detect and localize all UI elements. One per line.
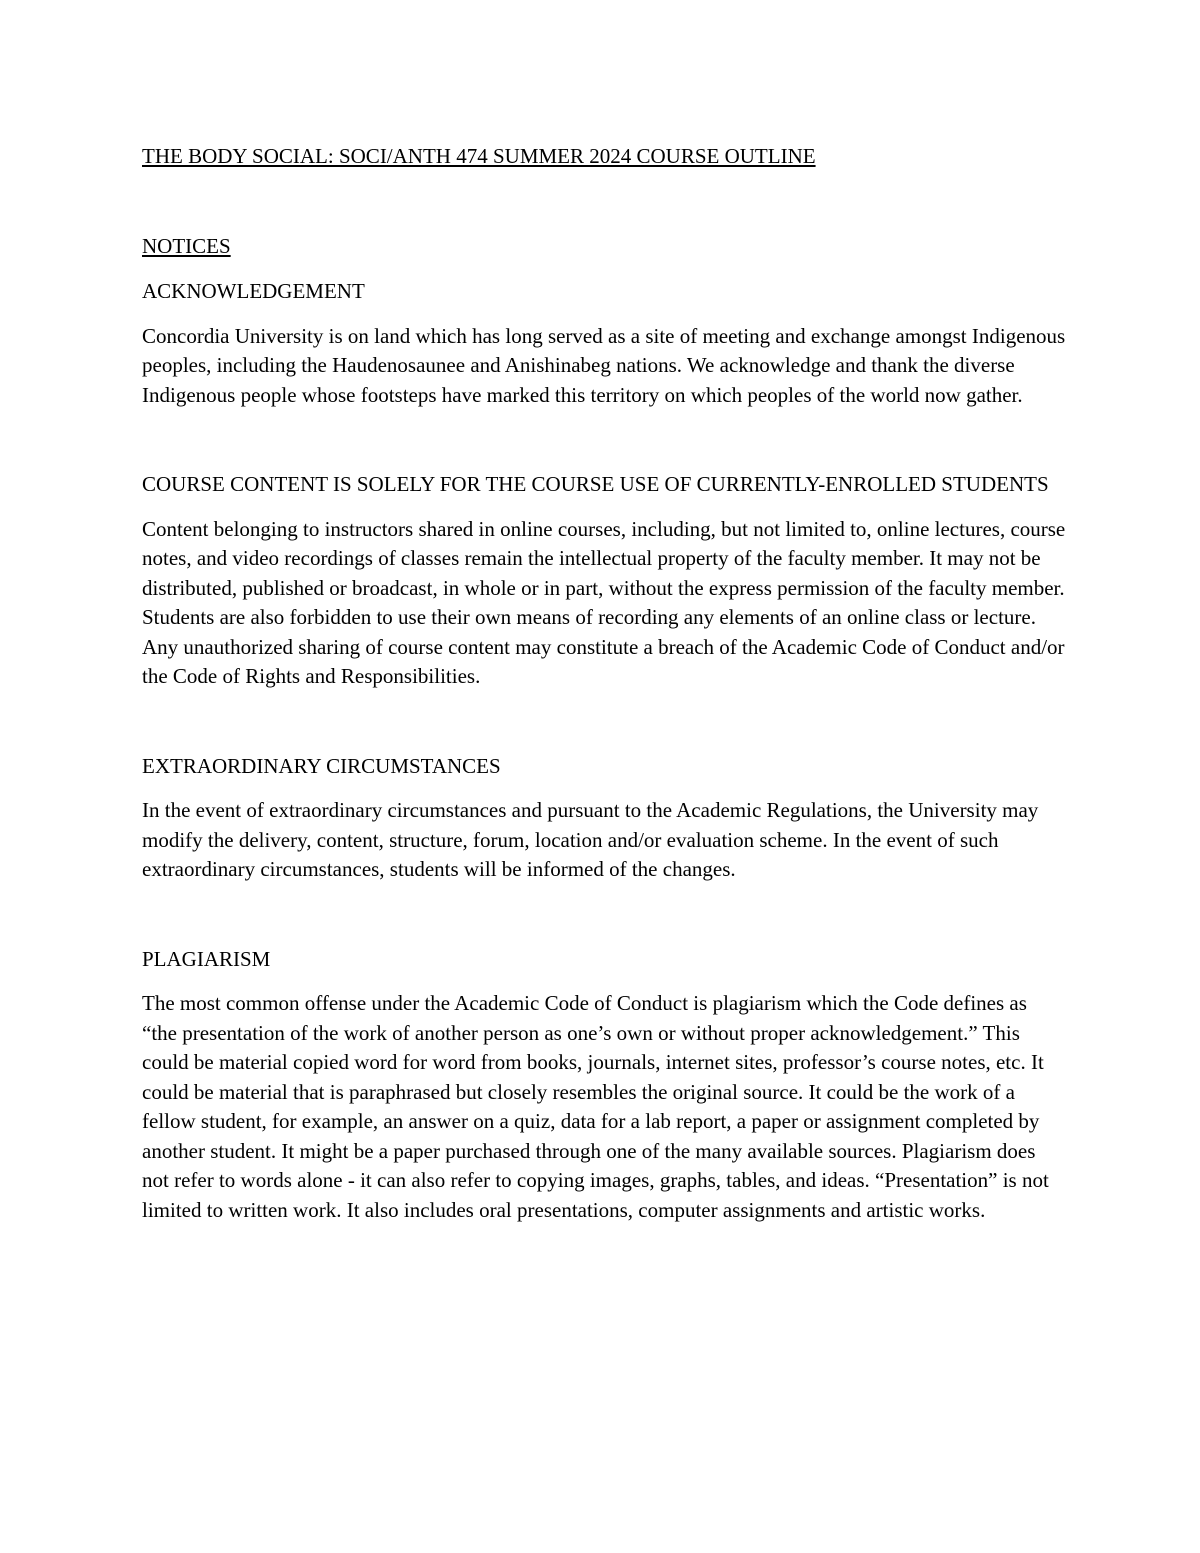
section-body: Concordia University is on land which has long served as a site of meeting and exchange amongst Indigenous peoples, including the Haudenosaunee and Anishinabeg nations. We acknowledge and thank the diverse Indigenous people whose footsteps have marked this territory on which peoples of the world now gather. (142, 323, 1066, 407)
document-title: THE BODY SOCIAL: SOCI/ANTH 474 SUMMER 2024 COURSE OUTLINE (142, 144, 816, 168)
section-plagiarism (142, 945, 1067, 1226)
section-heading: ACKNOWLEDGEMENT (142, 279, 365, 303)
section-course-content (142, 470, 1067, 692)
section-body: In the event of extraordinary circumstances and pursuant to the Academic Regulations, the University may modify the delivery, content, structure, forum, location and/or evaluation scheme. In the event of such extraordinary circumstances, students will be informed of the changes. (142, 798, 1039, 881)
section-extraordinary-circumstances (142, 752, 1067, 885)
document-page (142, 142, 1067, 1285)
notices-heading: NOTICES (142, 233, 231, 258)
section-body: The most common offense under the Academic Code of Conduct is plagiarism which the Code defines as “the presentation of the work of another person as one’s own or without proper acknowledgement.” This could be material copied word for word from books, journals, internet sites, professor’s course notes, etc. It could be material that is paraphrased but closely resembles the original source. It could be the work of a fellow student, for example, an answer on a quiz, data for a lab report, a paper or assignment completed by another student. It might be a paper purchased through one of the many available sources. Plagiarism does not refer to words alone - it can also refer to copying images, graphs, tables, and ideas. “Presentation” is not limited to written work. It also includes oral presentations, computer assignments and artistic works. (142, 991, 1049, 1222)
section-heading: PLAGIARISM (142, 946, 271, 971)
section-heading: EXTRAORDINARY CIRCUMSTANCES (142, 753, 501, 778)
section-acknowledgement (142, 277, 1067, 410)
section-heading: COURSE CONTENT IS SOLELY FOR THE COURSE USE OF CURRENTLY-ENROLLED STUDENTS (142, 472, 1049, 496)
section-body: Content belonging to instructors shared in online courses, including, but not limited to, online lectures, course notes, and video recordings of classes remain the intellectual property of the faculty member. It may not be distributed, published or broadcast, in whole or in part, without the express permission of the faculty member. Students are also forbidden to use their own means of recording any elements of an online class or lecture. Any unauthorized sharing of course content may constitute a breach of the Academic Code of Conduct and/or the Code of Rights and Responsibilities. (142, 516, 1066, 688)
